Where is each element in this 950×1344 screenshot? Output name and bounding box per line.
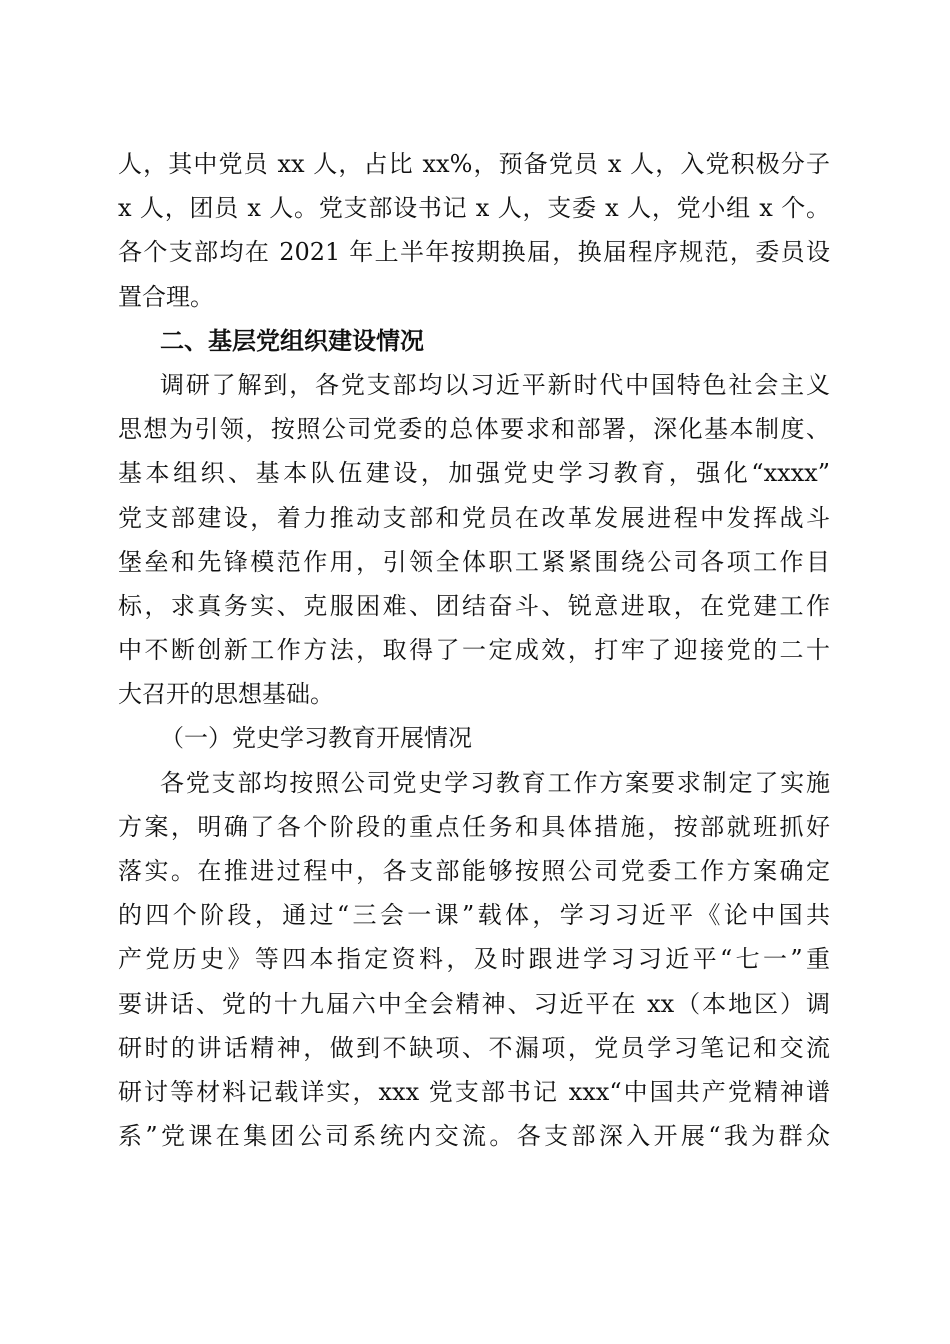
paragraph-line: 人，其中党员 xx 人，占比 xx%，预备党员 x 人，入党积极分子 [118, 150, 830, 178]
paragraph-line: 要讲话、党的十九届六中全会精神、习近平在 xx（本地区）调 [118, 989, 830, 1018]
document-body [118, 142, 830, 1158]
paragraph-line: 置合理。 [118, 282, 214, 311]
section-heading: 二、基层党组织建设情况 [160, 325, 424, 355]
paragraph-line: 产党历史》等四本指定资料，及时跟进学习习近平“七一”重 [118, 945, 830, 974]
paragraph-line: 标，求真务实、克服困难、团结奋斗、锐意进取，在党建工作 [118, 591, 830, 620]
paragraph-line: 研时的讲话精神，做到不缺项、不漏项，党员学习笔记和交流 [118, 1033, 830, 1062]
paragraph-line: 调研了解到，各党支部均以习近平新时代中国特色社会主义 [160, 370, 830, 399]
paragraph-line: 系”党课在集团公司系统内交流。各支部深入开展“我为群众 [118, 1122, 830, 1151]
paragraph-line: 方案，明确了各个阶段的重点任务和具体措施，按部就班抓好 [118, 812, 830, 841]
paragraph-line: 的四个阶段，通过“三会一课”载体，学习习近平《论中国共 [118, 901, 830, 930]
paragraph-line: 落实。在推进过程中，各支部能够按照公司党委工作方案确定 [118, 857, 830, 885]
paragraph-line: 思想为引领，按照公司党委的总体要求和部署，深化基本制度、 [118, 415, 830, 444]
paragraph-line: 党支部建设，着力推动支部和党员在改革发展进程中发挥战斗 [118, 503, 830, 532]
paragraph-line: 大召开的思想基础。 [118, 680, 334, 709]
paragraph-line: 研讨等材料记载详实，xxx 党支部书记 xxx“中国共产党精神谱 [118, 1077, 830, 1106]
paragraph-line: 基本组织、基本队伍建设，加强党史学习教育，强化“xxxx” [118, 459, 830, 488]
paragraph-line: 各党支部均按照公司党史学习教育工作方案要求制定了实施 [160, 768, 830, 797]
paragraph-line: 各个支部均在 2021 年上半年按期换届，换届程序规范，委员设 [118, 238, 830, 267]
subsection-heading: （一）党史学习教育开展情况 [160, 724, 472, 753]
paragraph-line: 堡垒和先锋模范作用，引领全体职工紧紧围绕公司各项工作目 [118, 547, 830, 576]
paragraph-line: 中不断创新工作方法，取得了一定成效，打牢了迎接党的二十 [118, 636, 830, 665]
paragraph-line: x 人，团员 x 人。党支部设书记 x 人，支委 x 人，党小组 x 个。 [118, 194, 830, 223]
